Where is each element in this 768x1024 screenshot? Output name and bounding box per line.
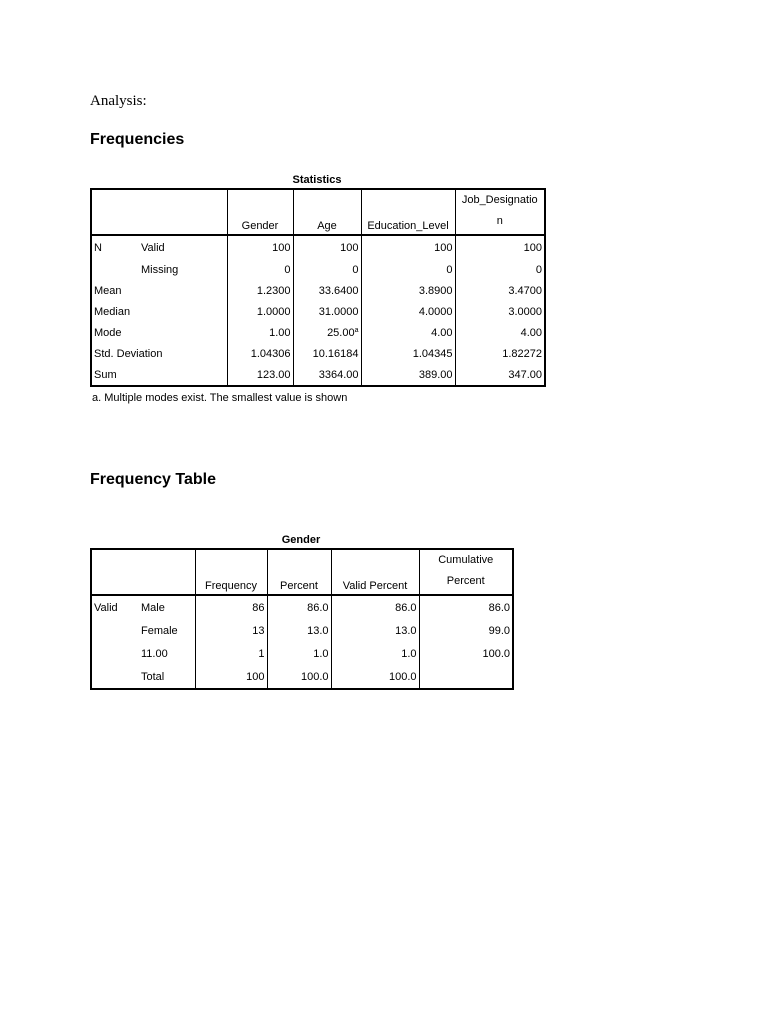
header-age: Age <box>293 189 361 235</box>
header-frequency: Frequency <box>195 549 267 595</box>
table-row <box>91 301 545 322</box>
header-blank <box>139 189 227 235</box>
cell-value: 100 <box>455 235 545 259</box>
cell-value: 1 <box>195 642 267 665</box>
cell-value: 1.04345 <box>361 343 455 364</box>
header-education-level: Education_Level <box>361 189 455 235</box>
cell-value: 86 <box>195 595 267 619</box>
group-label: Valid <box>91 595 139 619</box>
header-job-designation-line1: Job_Designatio <box>461 194 538 206</box>
cell-value <box>293 322 361 343</box>
cell-value: 33.6400 <box>293 280 361 301</box>
gender-table <box>90 548 514 690</box>
row-label: Mode <box>94 326 122 339</box>
table-row <box>91 280 545 301</box>
statistics-footnote: a. Multiple modes exist. The smallest value is shown <box>92 392 348 404</box>
row-label <box>91 259 139 280</box>
cell-value: 31.0000 <box>293 301 361 322</box>
footnote-marker: a <box>354 326 359 334</box>
cell-value: 1.0 <box>331 642 419 665</box>
frequencies-heading: Frequencies <box>90 131 185 148</box>
cell-value: 347.00 <box>455 364 545 386</box>
group-label-blank <box>91 665 139 689</box>
cell-value: 1.0 <box>267 642 331 665</box>
cell-value: 86.0 <box>267 595 331 619</box>
cell-value: 1.00 <box>227 322 293 343</box>
cell-value: 100 <box>195 665 267 689</box>
cell-value: 0 <box>455 259 545 280</box>
row-sublabel: Valid <box>139 235 227 259</box>
header-job-designation <box>455 189 545 235</box>
header-cumulative-percent <box>419 549 513 595</box>
cell-value: 0 <box>361 259 455 280</box>
table-row <box>91 619 513 642</box>
header-job-designation-line2: n <box>496 215 503 227</box>
row-label: 11.00 <box>141 647 168 660</box>
row-label: Male <box>139 595 195 619</box>
cell-value: 123.00 <box>227 364 293 386</box>
cell-value <box>419 665 513 689</box>
row-label: Sum <box>94 368 117 381</box>
cell-value: 13.0 <box>267 619 331 642</box>
table-row <box>91 665 513 689</box>
table-row <box>91 364 545 386</box>
row-label: Female <box>141 624 178 637</box>
cell-value: 0 <box>293 259 361 280</box>
group-label-blank <box>91 642 139 665</box>
cell-value: 3.4700 <box>455 280 545 301</box>
cell-value: 100.0 <box>419 642 513 665</box>
cell-value: 4.0000 <box>361 301 455 322</box>
header-gender: Gender <box>227 189 293 235</box>
table-row <box>91 642 513 665</box>
header-cumulative-line2: Percent <box>446 575 485 587</box>
table-row <box>91 343 545 364</box>
header-blank <box>91 189 139 235</box>
header-cumulative-line1: Cumulative <box>438 554 494 566</box>
cell-value: 1.2300 <box>227 280 293 301</box>
cell-value: 3.8900 <box>361 280 455 301</box>
cell-value: 13 <box>195 619 267 642</box>
statistics-caption: Statistics <box>292 174 342 186</box>
cell-value: 1.04306 <box>227 343 293 364</box>
header-percent: Percent <box>267 549 331 595</box>
header-valid-percent: Valid Percent <box>331 549 419 595</box>
statistics-header-row <box>91 189 545 235</box>
cell-value: 4.00 <box>455 322 545 343</box>
header-blank <box>139 549 195 595</box>
cell-value: 100 <box>227 235 293 259</box>
table-row <box>91 259 545 280</box>
cell-value: 4.00 <box>361 322 455 343</box>
cell-value: 389.00 <box>361 364 455 386</box>
row-label: Median <box>94 305 131 318</box>
table-row <box>91 322 545 343</box>
cell-value: 100 <box>293 235 361 259</box>
mode-age-value: 25.00 <box>327 326 355 339</box>
cell-value: 1.82272 <box>455 343 545 364</box>
analysis-label: Analysis: <box>90 93 147 109</box>
cell-value: 10.16184 <box>293 343 361 364</box>
cell-value: 100 <box>361 235 455 259</box>
cell-value: 0 <box>227 259 293 280</box>
cell-value: 100.0 <box>267 665 331 689</box>
table-row <box>91 235 545 259</box>
header-blank <box>91 549 139 595</box>
row-sublabel: Missing <box>141 263 179 276</box>
cell-value: 13.0 <box>331 619 419 642</box>
row-label: Total <box>141 670 165 683</box>
row-label: Std. Deviation <box>94 347 163 360</box>
cell-value: 3364.00 <box>293 364 361 386</box>
row-label: Mean <box>94 284 122 297</box>
group-label-blank <box>91 619 139 642</box>
table-row <box>91 595 513 619</box>
cell-value: 100.0 <box>331 665 419 689</box>
cell-value: 86.0 <box>331 595 419 619</box>
statistics-table <box>90 188 546 387</box>
gender-header-row <box>91 549 513 595</box>
gender-caption: Gender <box>281 534 321 546</box>
frequency-table-heading: Frequency Table <box>90 471 216 488</box>
cell-value: 1.0000 <box>227 301 293 322</box>
cell-value: 3.0000 <box>455 301 545 322</box>
cell-value: 86.0 <box>419 595 513 619</box>
row-label: N <box>91 235 139 259</box>
cell-value: 99.0 <box>419 619 513 642</box>
